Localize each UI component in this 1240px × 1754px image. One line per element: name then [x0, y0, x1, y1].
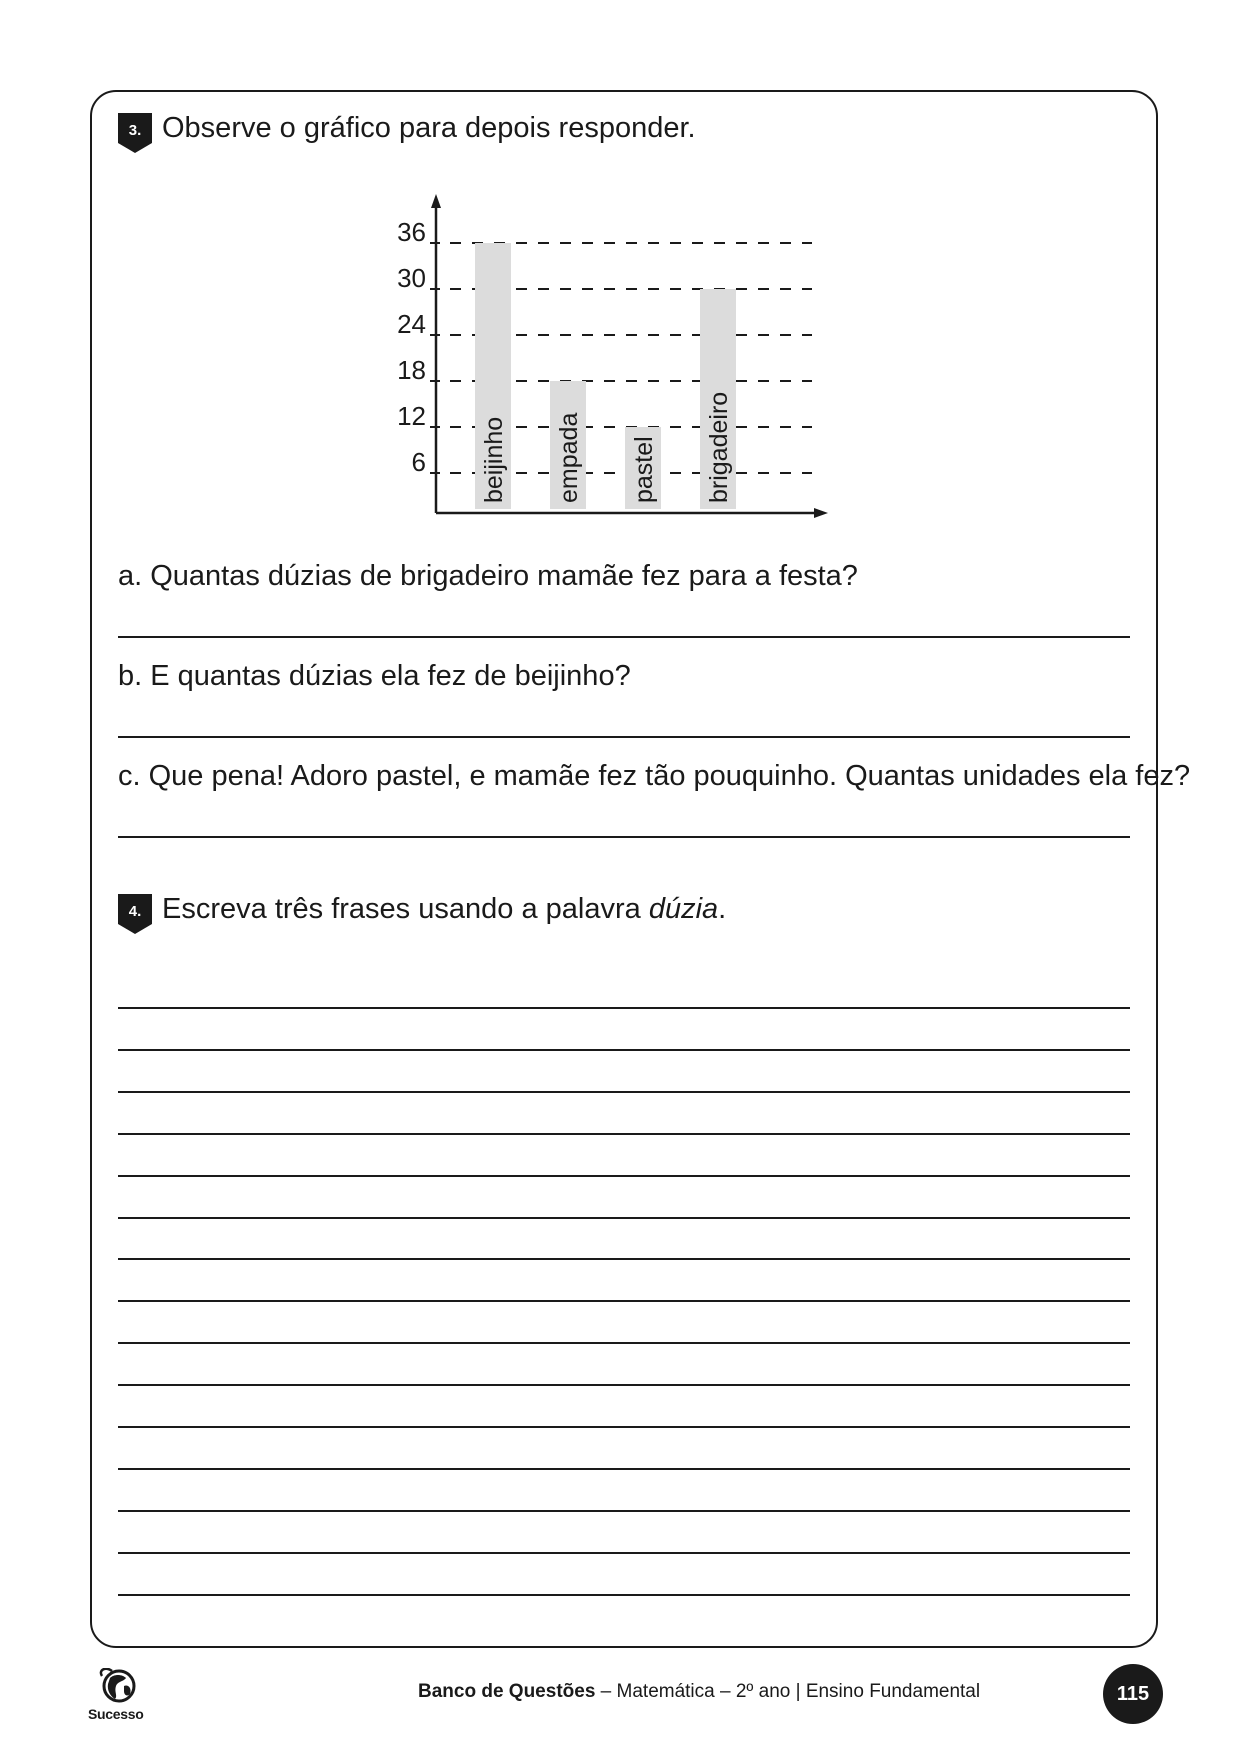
question-3a: a. Quantas dúzias de brigadeiro mamãe fez para a festa?: [118, 560, 858, 592]
writing-line[interactable]: [118, 1594, 1130, 1596]
bar-category-label: beijinho: [480, 416, 508, 503]
y-tick-label: 24: [397, 309, 426, 339]
writing-line[interactable]: [118, 1510, 1130, 1512]
y-tick-label: 12: [397, 401, 426, 431]
writing-line[interactable]: [118, 1133, 1130, 1135]
bar-category-label: empada: [555, 412, 583, 503]
question-3c: c. Que pena! Adoro pastel, e mamãe fez tão pouquinho. Quantas unidades ela fez?: [118, 760, 1191, 792]
writing-line[interactable]: [118, 1049, 1130, 1051]
writing-line[interactable]: [118, 1426, 1130, 1428]
question-4-badge: [118, 894, 152, 932]
x-axis-arrow-icon: [814, 508, 828, 518]
y-tick-label: 6: [411, 447, 426, 477]
writing-line[interactable]: [118, 1258, 1130, 1260]
footer-title: Banco de Questões – Matemática – 2º ano | Ensino Fundamental: [418, 1681, 981, 1702]
writing-line[interactable]: [118, 1217, 1130, 1219]
y-axis-arrow-icon: [431, 194, 441, 208]
writing-line[interactable]: [118, 1091, 1130, 1093]
writing-line[interactable]: [118, 1175, 1130, 1177]
y-tick-label: 30: [397, 263, 426, 293]
answer-line-3a[interactable]: [118, 636, 1130, 638]
question-3-badge: [118, 113, 152, 151]
answer-line-3b[interactable]: [118, 736, 1130, 738]
writing-line[interactable]: [118, 1342, 1130, 1344]
bar-category-label: pastel: [630, 436, 658, 503]
writing-line[interactable]: [118, 1384, 1130, 1386]
y-tick-label: 36: [397, 217, 426, 247]
writing-line[interactable]: [118, 1007, 1130, 1009]
page-number: 115: [1103, 1664, 1163, 1724]
question-3-prompt: Observe o gráfico para depois responder.: [162, 112, 696, 144]
bar-chart: [360, 192, 830, 532]
y-tick-label: 18: [397, 355, 426, 385]
writing-line[interactable]: [118, 1468, 1130, 1470]
question-3-number: 3.: [128, 122, 142, 139]
writing-line[interactable]: [118, 1300, 1130, 1302]
writing-line[interactable]: [118, 1552, 1130, 1554]
question-4-number: 4.: [128, 903, 142, 920]
bar-category-label: brigadeiro: [705, 391, 733, 503]
question-4-prompt: Escreva três frases usando a palavra dúzia.: [162, 893, 727, 925]
answer-line-3c[interactable]: [118, 836, 1130, 838]
question-3b: b. E quantas dúzias ela fez de beijinho?: [118, 660, 631, 692]
footer-logo-text: Sucesso: [88, 1706, 144, 1722]
